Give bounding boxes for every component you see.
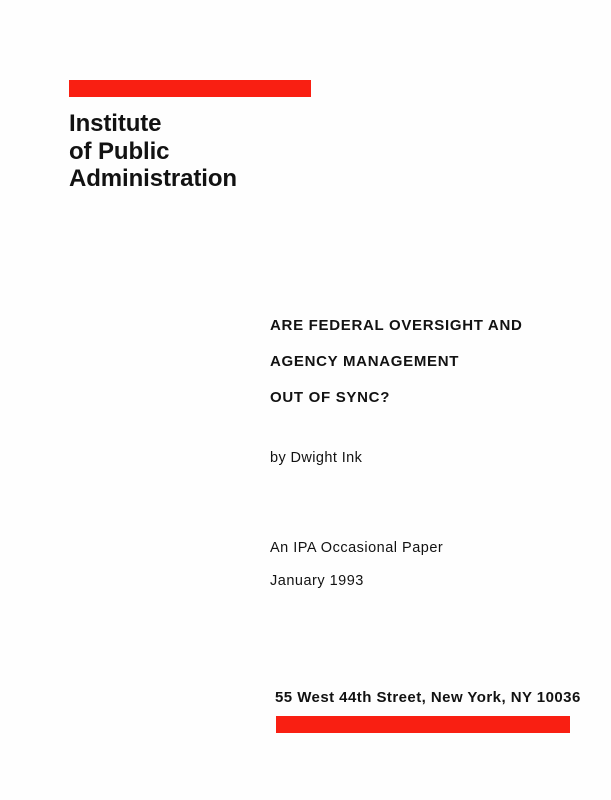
top-accent-rule <box>69 80 311 97</box>
document-title <box>270 308 600 416</box>
title-line-1: ARE FEDERAL OVERSIGHT AND <box>270 317 523 334</box>
publisher-address: 55 West 44th Street, New York, NY 10036 <box>275 689 581 706</box>
author-byline: by Dwight Ink <box>270 450 363 466</box>
publication-meta <box>270 532 600 598</box>
bottom-accent-rule <box>276 716 570 733</box>
title-line-2: AGENCY MANAGEMENT <box>270 353 460 370</box>
masthead-line-institute: Institute <box>69 110 162 137</box>
masthead-line-administration: Administration <box>69 165 237 192</box>
masthead-line-of-public: of Public <box>69 137 170 165</box>
series-label: An IPA Occasional Paper <box>270 540 444 556</box>
organization-masthead <box>69 110 389 193</box>
title-line-3: OUT OF SYNC? <box>270 389 391 406</box>
publication-date: January 1993 <box>270 573 364 589</box>
